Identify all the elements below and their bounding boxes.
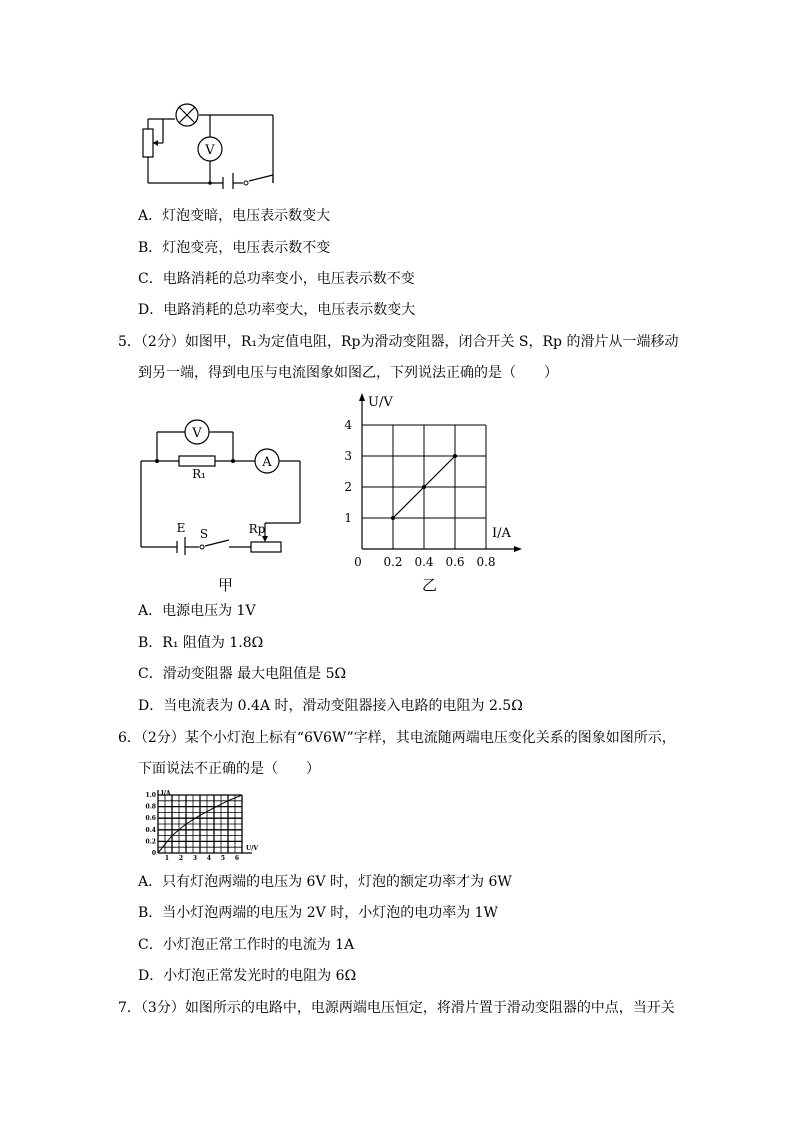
q5-r1-label: R₁ <box>192 467 206 481</box>
q6-option-a: A．只有灯泡两端的电压为 6V 时，灯泡的额定功率才为 6W <box>138 874 512 890</box>
q5-caption-jia: 甲 <box>218 576 234 594</box>
q6-y-tick-2: 0.4 <box>145 826 156 834</box>
q5-x-tick-4: 0.8 <box>476 555 496 569</box>
q4-option-d: D．电路消耗的总功率变大，电压表示数变大 <box>138 302 416 318</box>
q5-x-tick-2: 0.4 <box>414 555 434 569</box>
q6-option-c: C．小灯泡正常工作时的电流为 1A <box>138 937 355 953</box>
q6-y-tick-3: 0.6 <box>145 815 156 823</box>
q5-voltmeter-label: V <box>192 426 202 441</box>
q5-caption-yi: 乙 <box>422 576 438 594</box>
q5-x-tick-1: 0.2 <box>383 555 403 569</box>
q6-x-axis-label: U/V <box>246 845 259 852</box>
lamp-symbol <box>176 104 198 126</box>
q5-option-d: D．当电流表为 0.4A 时，滑动变阻器接入电路的电阻为 2.5Ω <box>138 698 523 714</box>
q6-x-tick-3: 4 <box>206 855 212 861</box>
q5-voltmeter <box>185 420 209 444</box>
q6-y-tick-5: 1.0 <box>145 792 156 799</box>
q5-s-label: S <box>199 527 209 541</box>
q5-stem-line2: 到另一端，得到电压与电流图象如图乙，下列说法正确的是（ ） <box>138 365 558 381</box>
q6-y-tick-4: 0.8 <box>145 803 156 811</box>
q5-stem-line1: 5．（2分）如图甲，R₁为定值电阻，Rp为滑动变阻器，闭合开关 S，Rp 的滑片从一端移动 <box>118 334 679 350</box>
q5-rp-label: Rp <box>248 522 266 536</box>
q6-x-tick-2: 3 <box>192 855 198 861</box>
q4-option-b: B．灯泡变亮，电压表示数不变 <box>138 240 331 256</box>
q5-option-b: B．R₁ 阻值为 1.8Ω <box>138 635 264 651</box>
q4-option-c: C．电路消耗的总功率变小，电压表示数不变 <box>138 271 415 287</box>
q5-ammeter <box>255 449 279 473</box>
q6-x-tick-0: 1 <box>164 855 170 861</box>
q6-option-b: B．当小灯泡两端的电压为 2V 时，小灯泡的电功率为 1W <box>138 905 498 921</box>
q4-voltmeter-label: V <box>205 143 215 158</box>
q5-option-a: A．电源电压为 1V <box>138 603 256 619</box>
q4-circuit-figure <box>135 95 285 190</box>
q5-y-axis-label: U/V <box>368 395 393 410</box>
q4-voltmeter <box>198 137 222 161</box>
q5-data-point-2 <box>453 454 457 458</box>
q4-battery <box>223 173 233 189</box>
q5-x-tick-0: 0 <box>354 555 362 569</box>
q5-x-axis-label: I/A <box>492 526 511 541</box>
q6-y-tick-1: 0.2 <box>145 838 156 846</box>
q5-y-tick-2: 3 <box>344 449 352 463</box>
q6-x-tick-4: 5 <box>220 855 226 861</box>
q6-option-d: D．小灯泡正常发光时的电阻为 6Ω <box>138 968 357 984</box>
q5-rp-rheostat <box>249 522 281 552</box>
rheostat-symbol <box>143 119 163 157</box>
q5-data-point-1 <box>422 485 426 489</box>
q6-y-tick-0: 0 <box>151 850 156 857</box>
q5-y-tick-0: 1 <box>344 511 352 525</box>
q5-x-axis-arrow <box>514 546 522 552</box>
q5-data-point-0 <box>391 516 395 520</box>
q5-r1-resistor <box>179 456 215 481</box>
q6-x-tick-5: 6 <box>234 855 240 861</box>
q6-iu-graph <box>142 787 272 861</box>
q5-graph-yi <box>338 392 528 572</box>
q5-y-axis-arrow <box>359 393 365 401</box>
q7-stem-line1: 7．（3分）如图所示的电路中，电源两端电压恒定，将滑片置于滑动变阻器的中点，当开关 <box>118 1000 675 1016</box>
q6-y-axis-label: I/A <box>161 790 171 797</box>
q5-x-tick-3: 0.6 <box>445 555 465 569</box>
q5-ammeter-label: A <box>262 455 272 470</box>
q5-e-label: E <box>176 521 186 535</box>
q4-option-a: A．灯泡变暗，电压表示数变大 <box>138 208 331 224</box>
q5-y-tick-1: 2 <box>344 480 352 494</box>
q6-stem-line2: 下面说法不正确的是（ ） <box>138 761 320 777</box>
q5-y-tick-3: 4 <box>344 418 352 432</box>
q5-option-c: C．滑动变阻器 最大电阻值是 5Ω <box>138 666 347 682</box>
q6-stem-line1: 6．（2分）某个小灯泡上标有“6V6W”字样，其电流随两端电压变化关系的图象如图所示， <box>118 730 676 746</box>
q5-battery <box>177 521 186 555</box>
q6-x-tick-1: 2 <box>178 855 184 861</box>
q5-circuit-jia <box>135 415 310 560</box>
